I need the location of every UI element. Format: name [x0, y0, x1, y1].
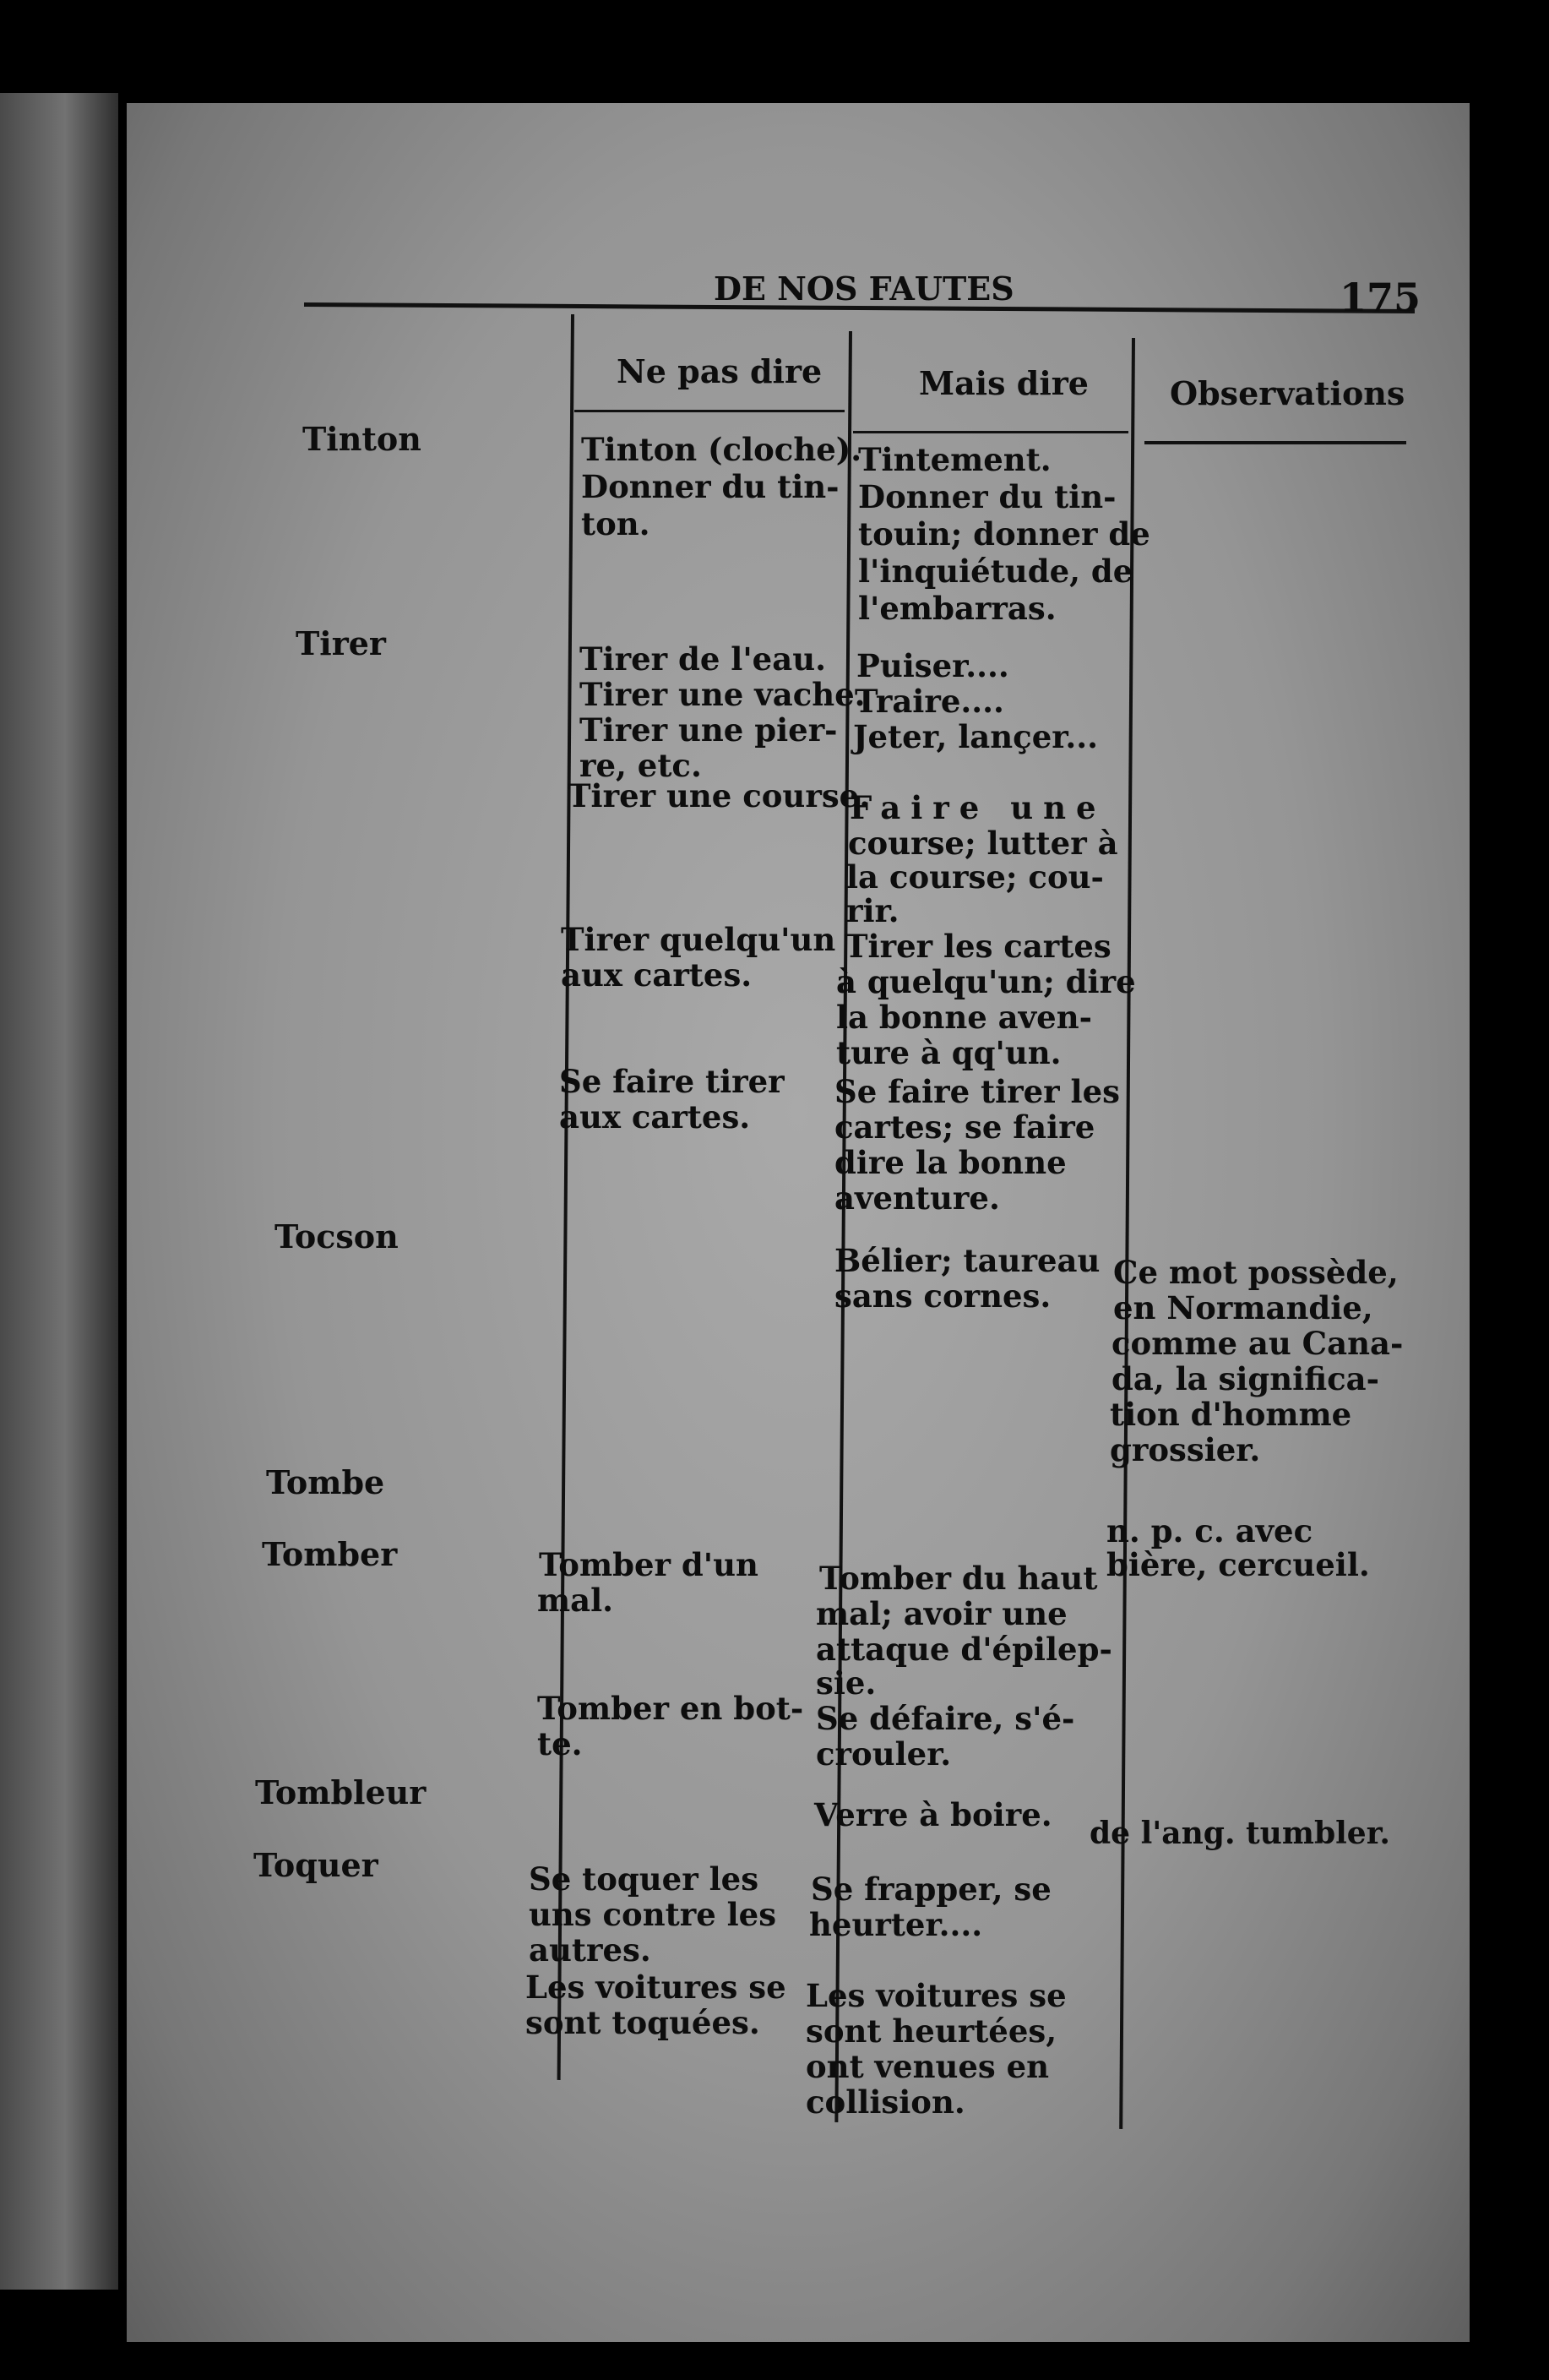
cell-line: Tomber du haut [819, 1560, 1098, 1597]
cell-line: comme au Cana- [1111, 1325, 1404, 1362]
keyword-tombleur: Tombleur [255, 1773, 427, 1811]
cell-line: à quelqu'un; dire [836, 963, 1136, 1000]
column-header-ne-pas-dire: Ne pas dire [617, 352, 823, 390]
keyword-tirer: Tirer [296, 624, 386, 662]
keyword-tinton: Tinton [302, 420, 421, 458]
cell-line: aventure. [834, 1179, 1000, 1217]
cell-line: bière, cercueil. [1106, 1546, 1370, 1583]
cell-line: sie. [816, 1664, 877, 1702]
keyword-tomber: Tomber [262, 1535, 398, 1573]
cell-line: l'embarras. [858, 590, 1057, 627]
cell-line: cartes; se faire [834, 1108, 1095, 1146]
cell-line: sont toquées. [525, 2004, 760, 2041]
cell-line: Tirer une course. [568, 777, 871, 814]
cell-line: tion d'homme [1110, 1396, 1352, 1433]
cell-line: Tirer quelqu'un [561, 921, 836, 958]
cell-line: crouler. [816, 1735, 952, 1773]
keyword-tombe: Tombe [266, 1463, 385, 1501]
cell-line: Se défaire, s'é- [816, 1700, 1075, 1737]
cell-line: heurter.... [809, 1906, 983, 1943]
cell-line: grossier. [1110, 1431, 1261, 1468]
cell-line: collision. [806, 2083, 965, 2121]
cell-line: Les voitures se [525, 1969, 786, 2006]
cell-line: mal. [537, 1582, 614, 1619]
cell-line: Tinton (cloche). [581, 431, 862, 468]
cell-line: Ce mot possède, [1113, 1254, 1399, 1291]
cell-line: rir. [846, 892, 900, 929]
cell-line: Verre à boire. [814, 1796, 1052, 1833]
header-underline-2 [853, 431, 1128, 433]
cell-line: la bonne aven- [836, 999, 1092, 1036]
cell-line: sont heurtées, [806, 2012, 1057, 2050]
cell-line: Puiser.... [856, 647, 1009, 684]
cell-line: en Normandie, [1113, 1289, 1373, 1326]
cell-line: ont venues en [806, 2048, 1050, 2085]
cell-line: touin; donner de [858, 515, 1150, 553]
cell-line: sans cornes. [834, 1277, 1052, 1315]
cell-line: Donner du tin- [581, 468, 840, 505]
header-underline-3 [1144, 441, 1406, 444]
cell-line: aux cartes. [559, 1098, 751, 1136]
cell-line: uns contre les [529, 1896, 777, 1933]
cell-line: Donner du tin- [858, 478, 1117, 515]
keyword-toquer: Toquer [253, 1846, 378, 1884]
facing-page-edge [0, 93, 118, 2290]
cell-line: da, la significa- [1111, 1360, 1379, 1397]
cell-line: Tomber en bot- [537, 1690, 804, 1727]
cell-line: n. p. c. avec [1106, 1512, 1313, 1549]
cell-line: re, etc. [579, 747, 702, 784]
cell-line: Tintement. [858, 441, 1052, 478]
cell-line: Se frapper, se [811, 1871, 1052, 1908]
running-head: DE NOS FAUTES [714, 270, 1014, 308]
cell-line: Se faire tirer les [834, 1073, 1120, 1110]
keyword-tocson: Tocson [274, 1217, 399, 1255]
column-header-mais-dire: Mais dire [919, 364, 1089, 402]
cell-line: Bélier; taureau [834, 1242, 1101, 1279]
cell-line: Les voitures se [806, 1977, 1067, 2014]
cell-line: te. [537, 1725, 583, 1762]
cell-line: mal; avoir une [816, 1595, 1068, 1632]
cell-line: aux cartes. [561, 956, 753, 994]
column-header-observations: Observations [1170, 374, 1405, 412]
cell-line: attaque d'épilep- [816, 1631, 1112, 1668]
cell-line: Tomber d'un [539, 1546, 758, 1583]
cell-line: course; lutter à [848, 825, 1118, 862]
cell-line: Se faire tirer [559, 1063, 785, 1100]
cell-line: Traire.... [855, 683, 1004, 720]
cell-line: Se toquer les [529, 1860, 759, 1898]
cell-line: Tirer une pier- [579, 711, 838, 749]
cell-line: ture à qq'un. [836, 1034, 1062, 1071]
header-underline-1 [574, 410, 845, 412]
cell-line: Tirer les cartes [845, 928, 1111, 965]
cell-line: de l'ang. tumbler. [1090, 1816, 1390, 1851]
cell-line: Jeter, lançer... [853, 718, 1098, 755]
cell-line: Tirer une vache. [579, 676, 866, 713]
cell-line: la course; cou- [846, 858, 1104, 896]
cell-line: ton. [581, 505, 650, 542]
page-number: 175 [1340, 275, 1421, 320]
cell-line: l'inquiétude, de [858, 553, 1133, 590]
cell-line: Faire une [850, 789, 1106, 826]
cell-line: dire la bonne [834, 1144, 1067, 1181]
cell-line: autres. [529, 1931, 651, 1969]
cell-line: Tirer de l'eau. [579, 640, 826, 678]
